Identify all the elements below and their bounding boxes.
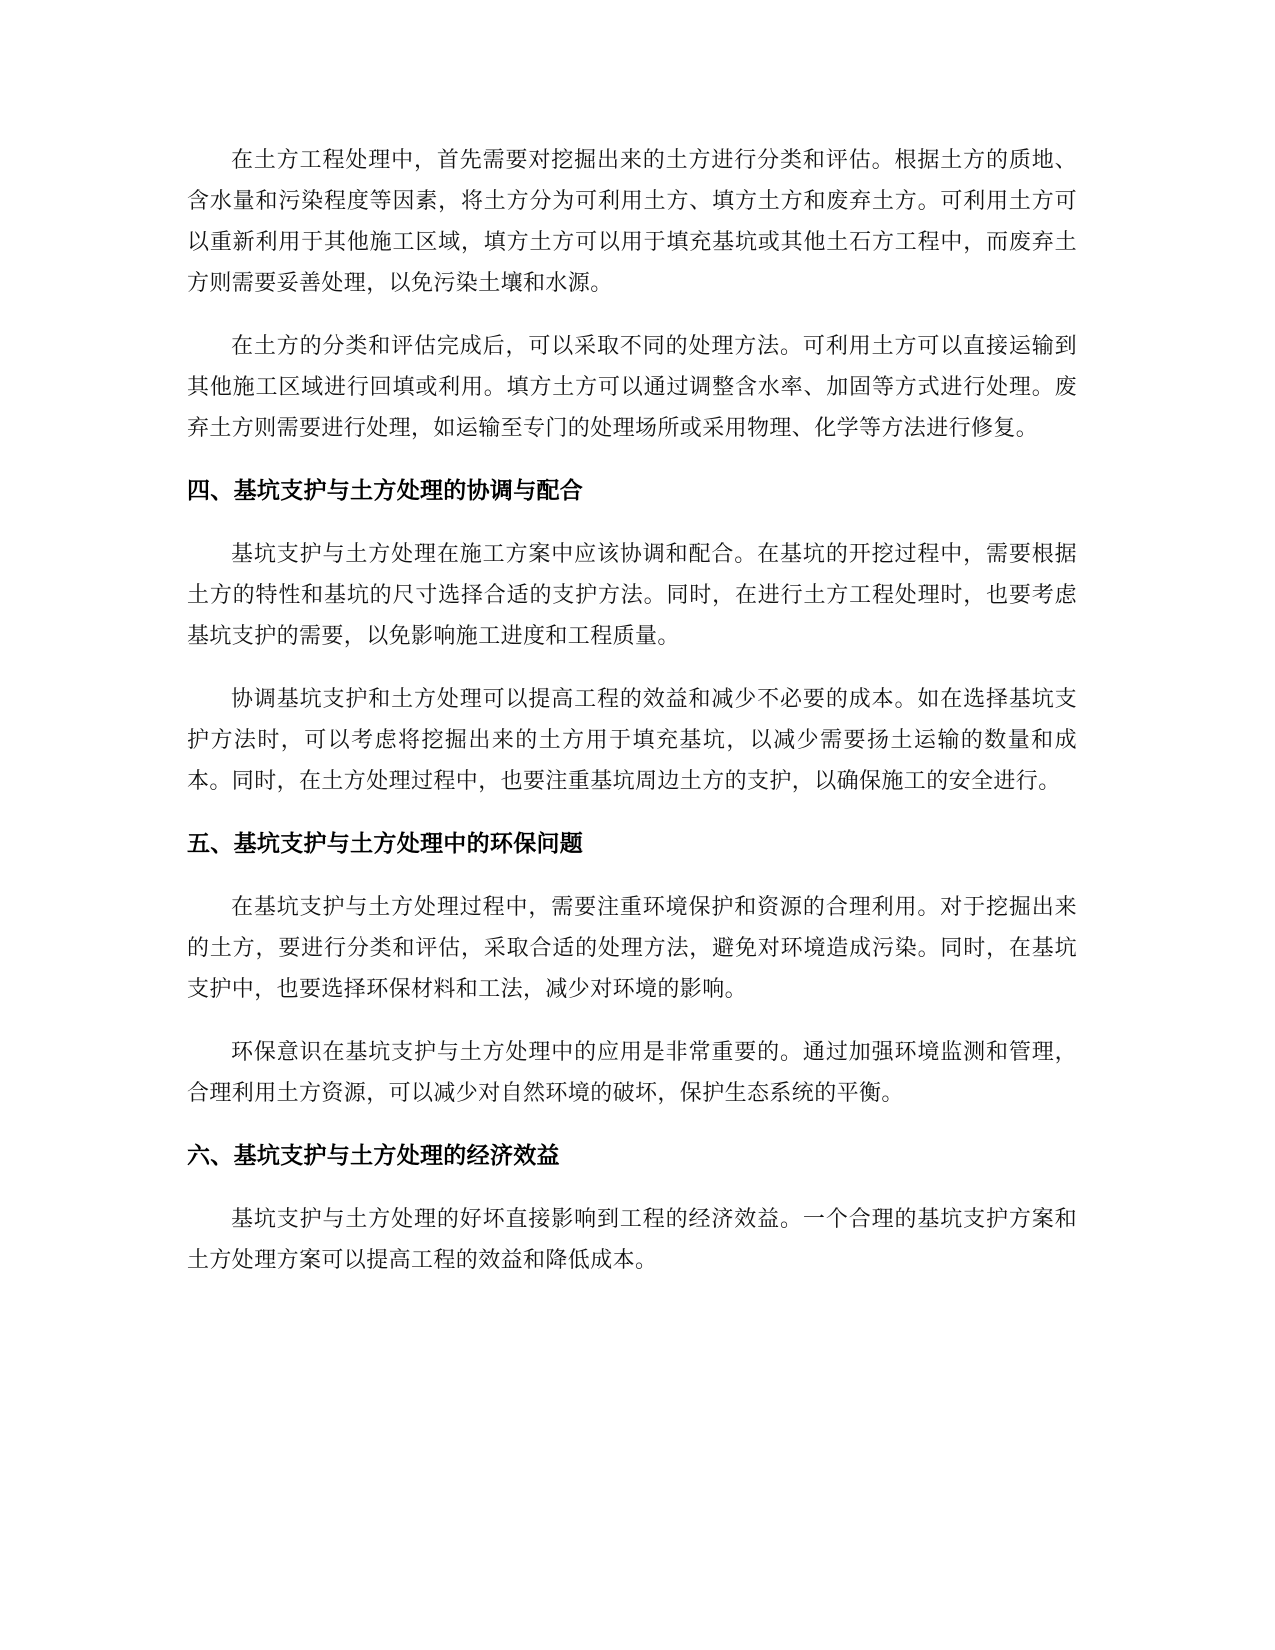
paragraph: 环保意识在基坑支护与土方处理中的应用是非常重要的。通过加强环境监测和管理，合理利用土方资源，可以减少对自然环境的破坏，保护生态系统的平衡。 [187, 1040, 1077, 1106]
section-heading-5: 五、基坑支护与土方处理中的环保问题 [187, 831, 584, 857]
section-heading-6: 六、基坑支护与土方处理的经济效益 [187, 1143, 560, 1169]
paragraph: 基坑支护与土方处理在施工方案中应该协调和配合。在基坑的开挖过程中，需要根据土方的特性和基坑的尺寸选择合适的支护方法。同时，在进行土方工程处理时，也要考虑基坑支护的需要，以免影响施工进度和工程质量。 [187, 542, 1077, 649]
document-body [187, 140, 1077, 1281]
section-heading-4: 四、基坑支护与土方处理的协调与配合 [187, 478, 584, 504]
paragraph: 基坑支护与土方处理的好坏直接影响到工程的经济效益。一个合理的基坑支护方案和土方处理方案可以提高工程的效益和降低成本。 [187, 1207, 1077, 1273]
paragraph: 在基坑支护与土方处理过程中，需要注重环境保护和资源的合理利用。对于挖掘出来的土方，要进行分类和评估，采取合适的处理方法，避免对环境造成污染。同时，在基坑支护中，也要选择环保材料和工法，减少对环境的影响。 [187, 895, 1077, 1002]
paragraph: 在土方的分类和评估完成后，可以采取不同的处理方法。可利用土方可以直接运输到其他施工区域进行回填或利用。填方土方可以通过调整含水率、加固等方式进行处理。废弃土方则需要进行处理，如运输至专门的处理场所或采用物理、化学等方法进行修复。 [187, 334, 1077, 441]
paragraph: 在土方工程处理中，首先需要对挖掘出来的土方进行分类和评估。根据土方的质地、含水量和污染程度等因素，将土方分为可利用土方、填方土方和废弃土方。可利用土方可以重新利用于其他施工区域，填方土方可以用于填充基坑或其他土石方工程中，而废弃土方则需要妥善处理，以免污染土壤和水源。 [187, 148, 1077, 296]
paragraph: 协调基坑支护和土方处理可以提高工程的效益和减少不必要的成本。如在选择基坑支护方法时，可以考虑将挖掘出来的土方用于填充基坑，以减少需要扬土运输的数量和成本。同时，在土方处理过程中，也要注重基坑周边土方的支护，以确保施工的安全进行。 [187, 687, 1077, 794]
